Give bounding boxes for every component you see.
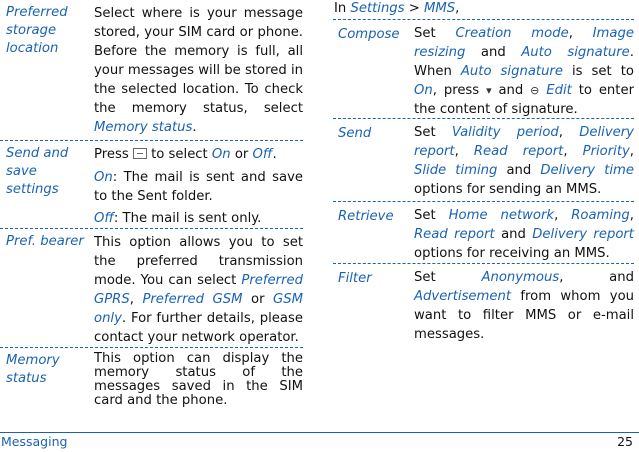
desc-text: options for sending an MMS.	[414, 182, 602, 197]
desc-text: . For further details, please contact your network operator.	[94, 311, 303, 345]
option-priority: Priority	[582, 144, 630, 159]
right-column	[333, 0, 634, 342]
desc-text: ,	[563, 144, 583, 159]
desc-text: Set	[414, 208, 449, 223]
option-on-label: On	[94, 170, 113, 185]
desc-text: , and	[559, 270, 634, 285]
desc-text: to select	[146, 147, 212, 162]
desc-text: or	[230, 147, 253, 162]
option-advertisement: Advertisement	[414, 289, 512, 304]
memory-status-link: Memory status	[94, 120, 193, 135]
option-creation-mode: Creation mode	[455, 26, 569, 41]
setting-row-pref-bearer	[0, 228, 303, 347]
page-number: 25	[617, 434, 633, 449]
softkey-icon	[133, 148, 147, 159]
desc-text: and	[494, 227, 533, 242]
desc-text: ,	[568, 26, 593, 41]
mms-row-filter	[333, 263, 634, 342]
term-send: Send	[338, 126, 372, 141]
ok-key-icon: ⊖	[530, 84, 540, 97]
breadcrumb-mms: MMS	[423, 1, 456, 16]
option-image-resizing: Image resizing	[414, 26, 634, 60]
desc-filter	[410, 264, 634, 342]
desc-text: . When	[414, 45, 634, 79]
desc-compose	[410, 20, 634, 118]
desc-text: ,	[554, 208, 572, 223]
option-off: Off	[252, 147, 273, 162]
mms-row-send	[333, 118, 634, 201]
setting-row-preferred-storage	[0, 0, 303, 140]
term-filter: Filter	[338, 271, 372, 286]
desc-text: , press	[432, 83, 487, 98]
option-delivery-time: Delivery time	[540, 163, 634, 178]
option-preferred-gsm: Preferred GSM	[142, 292, 243, 307]
desc-text: Set	[414, 26, 456, 41]
desc-memory-status: This option can display the memory status of the messages saved in the SIM card and the phone.	[94, 351, 303, 408]
desc-text: is set to	[562, 64, 634, 79]
term-memory-status: Memory status	[6, 353, 60, 386]
desc-text: from whom you want to filter MMS or e-mail messages.	[414, 289, 634, 342]
desc-text: or	[242, 292, 274, 307]
option-roaming: Roaming	[571, 208, 630, 223]
desc-send	[410, 119, 634, 201]
footer-section-title: Messaging	[1, 434, 68, 449]
desc-text: ,	[454, 144, 474, 159]
desc-text: .	[272, 147, 277, 162]
term-preferred-storage: Preferred storage location	[6, 5, 68, 56]
option-on: On	[211, 147, 231, 162]
desc-text: to enter the content of signature.	[414, 83, 634, 117]
option-slide-timing: Slide timing	[414, 163, 498, 178]
desc-text: ,	[129, 292, 143, 307]
desc-text: ,	[629, 144, 634, 159]
mms-row-compose	[333, 19, 634, 118]
desc-text: : The mail is sent and save to the Sent folder.	[94, 170, 303, 204]
desc-text: ,	[455, 1, 460, 16]
desc-text: options for receiving an MMS.	[414, 246, 610, 261]
desc-text: Set	[414, 270, 482, 285]
left-column	[0, 0, 303, 428]
desc-text: In	[334, 1, 351, 16]
setting-row-send-save	[0, 140, 303, 228]
desc-text: .	[192, 120, 197, 135]
option-edit: Edit	[546, 83, 572, 98]
desc-text: and	[497, 163, 541, 178]
off-description	[94, 209, 303, 228]
option-preferred-gprs: Preferred GPRS	[94, 273, 303, 307]
option-anonymous: Anonymous	[481, 270, 560, 285]
option-read-report: Read report	[414, 227, 495, 242]
desc-send-save	[90, 141, 303, 228]
mms-row-retrieve	[333, 201, 634, 263]
desc-text: This option allows you to set the preferred transmission mode. You can select	[94, 235, 303, 288]
page-footer	[0, 432, 639, 452]
desc-text: : The mail is sent only.	[113, 211, 262, 226]
option-delivery-report: Delivery report	[414, 125, 634, 159]
breadcrumb-separator: >	[404, 1, 424, 16]
option-delivery-report: Delivery report	[532, 227, 634, 242]
option-on: On	[414, 83, 433, 98]
option-auto-signature: Auto signature	[521, 45, 630, 60]
desc-text: Select where is your message stored, your SIM card or phone. Before the memory is full, all your messages will be stored in the selected location. To check the memory status, select	[94, 6, 303, 116]
mms-breadcrumb	[333, 0, 634, 19]
option-auto-signature: Auto signature	[460, 64, 563, 79]
option-validity-period: Validity period	[451, 125, 559, 140]
desc-retrieve	[410, 202, 634, 263]
term-pref-bearer: Pref. bearer	[6, 234, 84, 249]
desc-text: ,	[629, 208, 634, 223]
nav-down-icon: ▾	[486, 84, 492, 97]
term-send-save: Send and save settings	[6, 146, 69, 197]
desc-pref-bearer	[90, 229, 303, 347]
desc-text: Set	[414, 125, 452, 140]
option-gsm-only: GSM only	[94, 292, 303, 326]
desc-preferred-storage	[90, 0, 303, 140]
breadcrumb-settings: Settings	[350, 1, 405, 16]
option-home-network: Home network	[448, 208, 555, 223]
option-read-report: Read report	[473, 144, 564, 159]
setting-row-memory-status	[0, 347, 303, 428]
desc-text: and	[465, 45, 522, 60]
term-compose: Compose	[338, 27, 400, 42]
desc-text: ,	[558, 125, 580, 140]
desc-text: and	[491, 83, 531, 98]
term-retrieve: Retrieve	[338, 209, 394, 224]
on-description	[94, 168, 303, 206]
instruction-line	[94, 145, 303, 164]
option-off-label: Off	[94, 211, 114, 226]
desc-text: Press	[94, 147, 129, 162]
